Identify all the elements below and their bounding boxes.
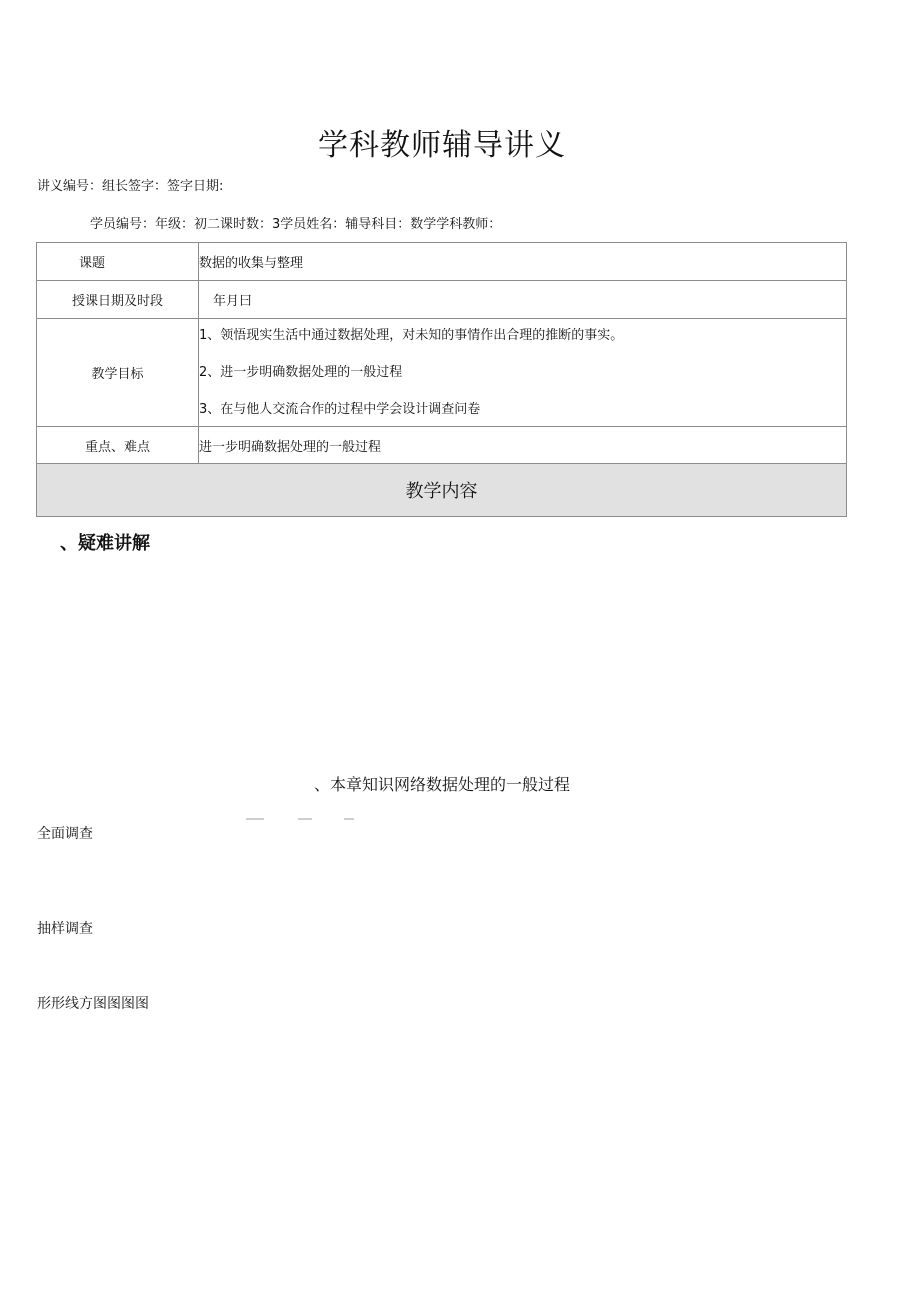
page-title: 学科教师辅导讲义 [318, 128, 566, 163]
goal-item: 1、领悟现实生活中通过数据处理，对未知的事情作出合理的推断的事实。 [199, 327, 624, 343]
topic-label: 课题 [37, 243, 199, 281]
table-row [37, 319, 847, 427]
key-points-value: 进一步明确数据处理的一般过程 [199, 427, 847, 464]
faint-marks [246, 818, 356, 821]
date-label: 授课日期及时段 [37, 281, 199, 319]
table-row [37, 464, 847, 517]
table-row [37, 243, 847, 281]
goal-item: 2、进一步明确数据处理的一般过程 [199, 364, 403, 380]
goal-item: 3、在与他人交流合作的过程中学会设计调查问卷 [199, 401, 481, 417]
side-label-charts: 形形线方图图图图 [37, 996, 149, 1012]
goals-label: 教学目标 [37, 319, 199, 427]
key-points-label: 重点、难点 [37, 427, 199, 464]
meta-line-student: 学员编号：年级：初二课时数：3学员姓名：辅导科目：数学学科教师： [90, 217, 502, 232]
goals-list [199, 319, 847, 427]
table-row [37, 281, 847, 319]
network-heading: 、本章知识网络数据处理的一般过程 [313, 775, 570, 794]
side-label-sampling: 抽样调查 [37, 921, 93, 937]
content-header: 教学内容 [37, 464, 847, 517]
date-value: 年月曰 [199, 281, 847, 319]
topic-value: 数据的收集与整理 [199, 243, 847, 281]
side-label-census: 全面调查 [37, 826, 93, 842]
section-heading: 、疑难讲解 [60, 533, 150, 554]
table-row [37, 427, 847, 464]
meta-line-handout: 讲义编号：组长签字：签字日期: [37, 179, 224, 194]
lesson-info-table [36, 242, 847, 517]
